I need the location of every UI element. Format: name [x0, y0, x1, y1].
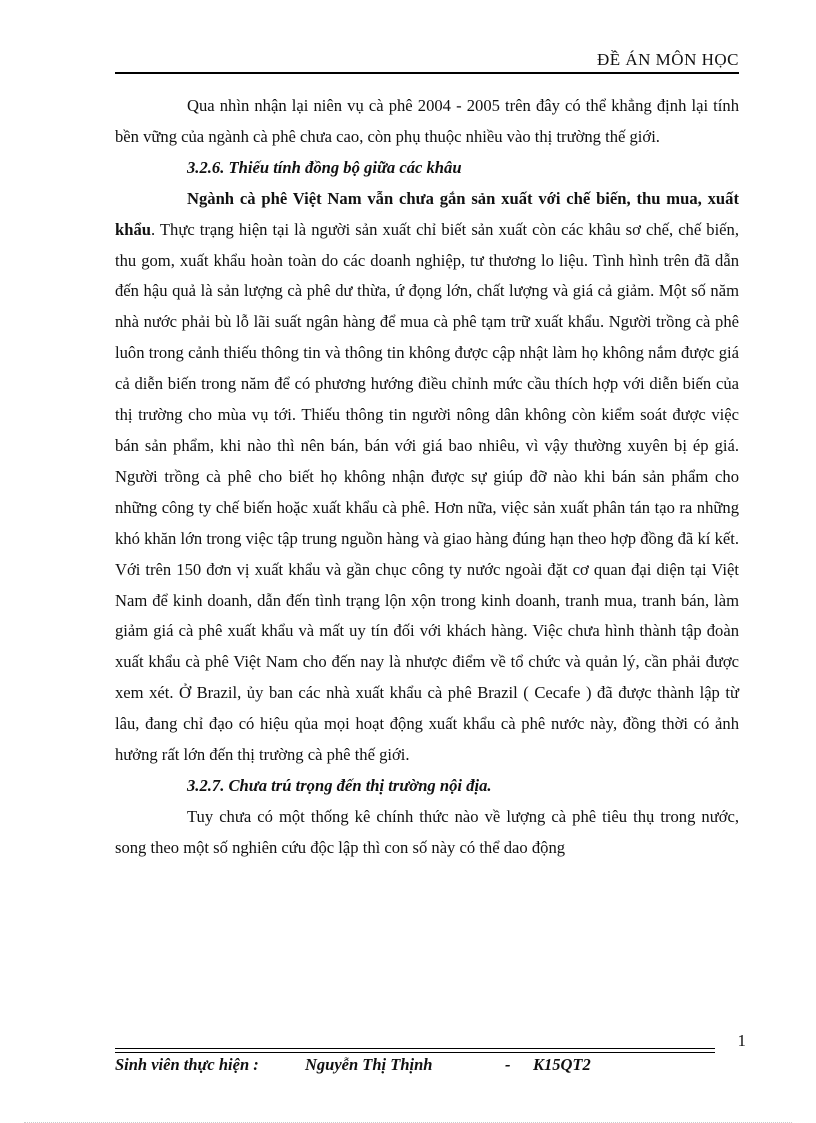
- footer-class-code: K15QT2: [533, 1055, 591, 1074]
- section-heading-3-2-6: 3.2.6. Thiếu tính đồng bộ giữa các khâu: [187, 157, 462, 177]
- paragraph-domestic-market: Tuy chưa có một thống kê chính thức nào về lượng cà phê tiêu thụ trong nước, song theo một số nghiên cứu độc lập thì con số này có thể dao động: [115, 806, 739, 857]
- paragraph-intro: Qua nhìn nhận lại niên vụ cà phê 2004 - 2005 trên đây có thể khẳng định lại tính bền vững của ngành cà phê chưa cao, còn phụ thuộc nhiều vào thị trường thế giới.: [115, 96, 739, 146]
- page-number: 1: [737, 1031, 746, 1050]
- paragraph-body-text: . Thực trạng hiện tại là người sản xuất chỉ biết sản xuất còn các khâu sơ chế, chế biến, thu gom, xuất khẩu hoàn toàn do các doanh nghiệp, tư thương lo liệu. Tình hình trên đã dẫn đến hậu quả là sản lượng cà phê dư thừa, ứ đọng lớn, chất lượng và giá cả giảm. Một số năm nhà nước phải bù lỗ lãi suất ngân hàng để mua cà phê tạm trữ xuất khẩu. Người trồng cà phê luôn trong cảnh thiếu thông tin và thông tin không được cập nhật làm họ không nắm được giá cả diễn biến trong năm để có phương hướng điều chỉnh mức cầu thích hợp với diễn biến của thị trường cho mùa vụ tới. Thiếu thông tin người nông dân không còn kiểm soát được việc bán sản phẩm, khi nào thì nên bán, bán với giá bao nhiêu, vì vậy thường xuyên bị ép giá. Người trồng cà phê cho biết họ không nhận được sự giúp đỡ nào khi bán sản phẩm cho những công ty chế biến hoặc xuất khẩu cà phê. Hơn nữa, việc sản xuất phân tán tạo ra những khó khăn lớn trong việc tập trung nguồn hàng và giao hàng đúng hạn theo hợp đồng đã kí kết. Với trên 150 đơn vị xuất khẩu và gần chục công ty nước ngoài đặt cơ quan đại diện tại Việt Nam để kinh doanh, dẫn đến tình trạng lộn xộn trong kinh doanh, tranh mua, tranh bán, làm giảm giá cà phê xuất khẩu và mất uy tín đối với khách hàng. Việc chưa hình thành tập đoàn xuất khẩu cà phê Việt Nam cho đến nay là nhược điểm về tổ chức và quản lý, cần phải được xem xét. Ở Brazil, ủy ban các nhà xuất khẩu cà phê Brazil ( Cecafe ) đã được thành lập từ lâu, đang chỉ đạo có hiệu qủa mọi hoạt động xuất khẩu cà phê nước này, đồng thời có ảnh hưởng rất lớn đến thị trường cà phê thế giới.: [115, 219, 739, 765]
- footer-author-name: Nguyễn Thị Thịnh: [305, 1055, 433, 1074]
- footer: [115, 1055, 591, 1075]
- footer-author-label: Sinh viên thực hiện :: [115, 1055, 259, 1074]
- paragraph-synchronization: [115, 184, 739, 771]
- footer-dash: -: [505, 1055, 511, 1074]
- document-body: [115, 91, 739, 864]
- header-title: ĐỀ ÁN MÔN HỌC: [596, 50, 739, 69]
- paragraph-lead-bold: Ngành cà phê Việt Nam vẫn chưa gắn sản xuất với chế biến, thu mua, xuất khẩu: [115, 188, 739, 239]
- footer-rule: [115, 1048, 715, 1053]
- header-rule: [115, 72, 739, 74]
- section-heading-3-2-7: 3.2.7. Chưa trú trọng đến thị trường nội địa.: [187, 775, 492, 795]
